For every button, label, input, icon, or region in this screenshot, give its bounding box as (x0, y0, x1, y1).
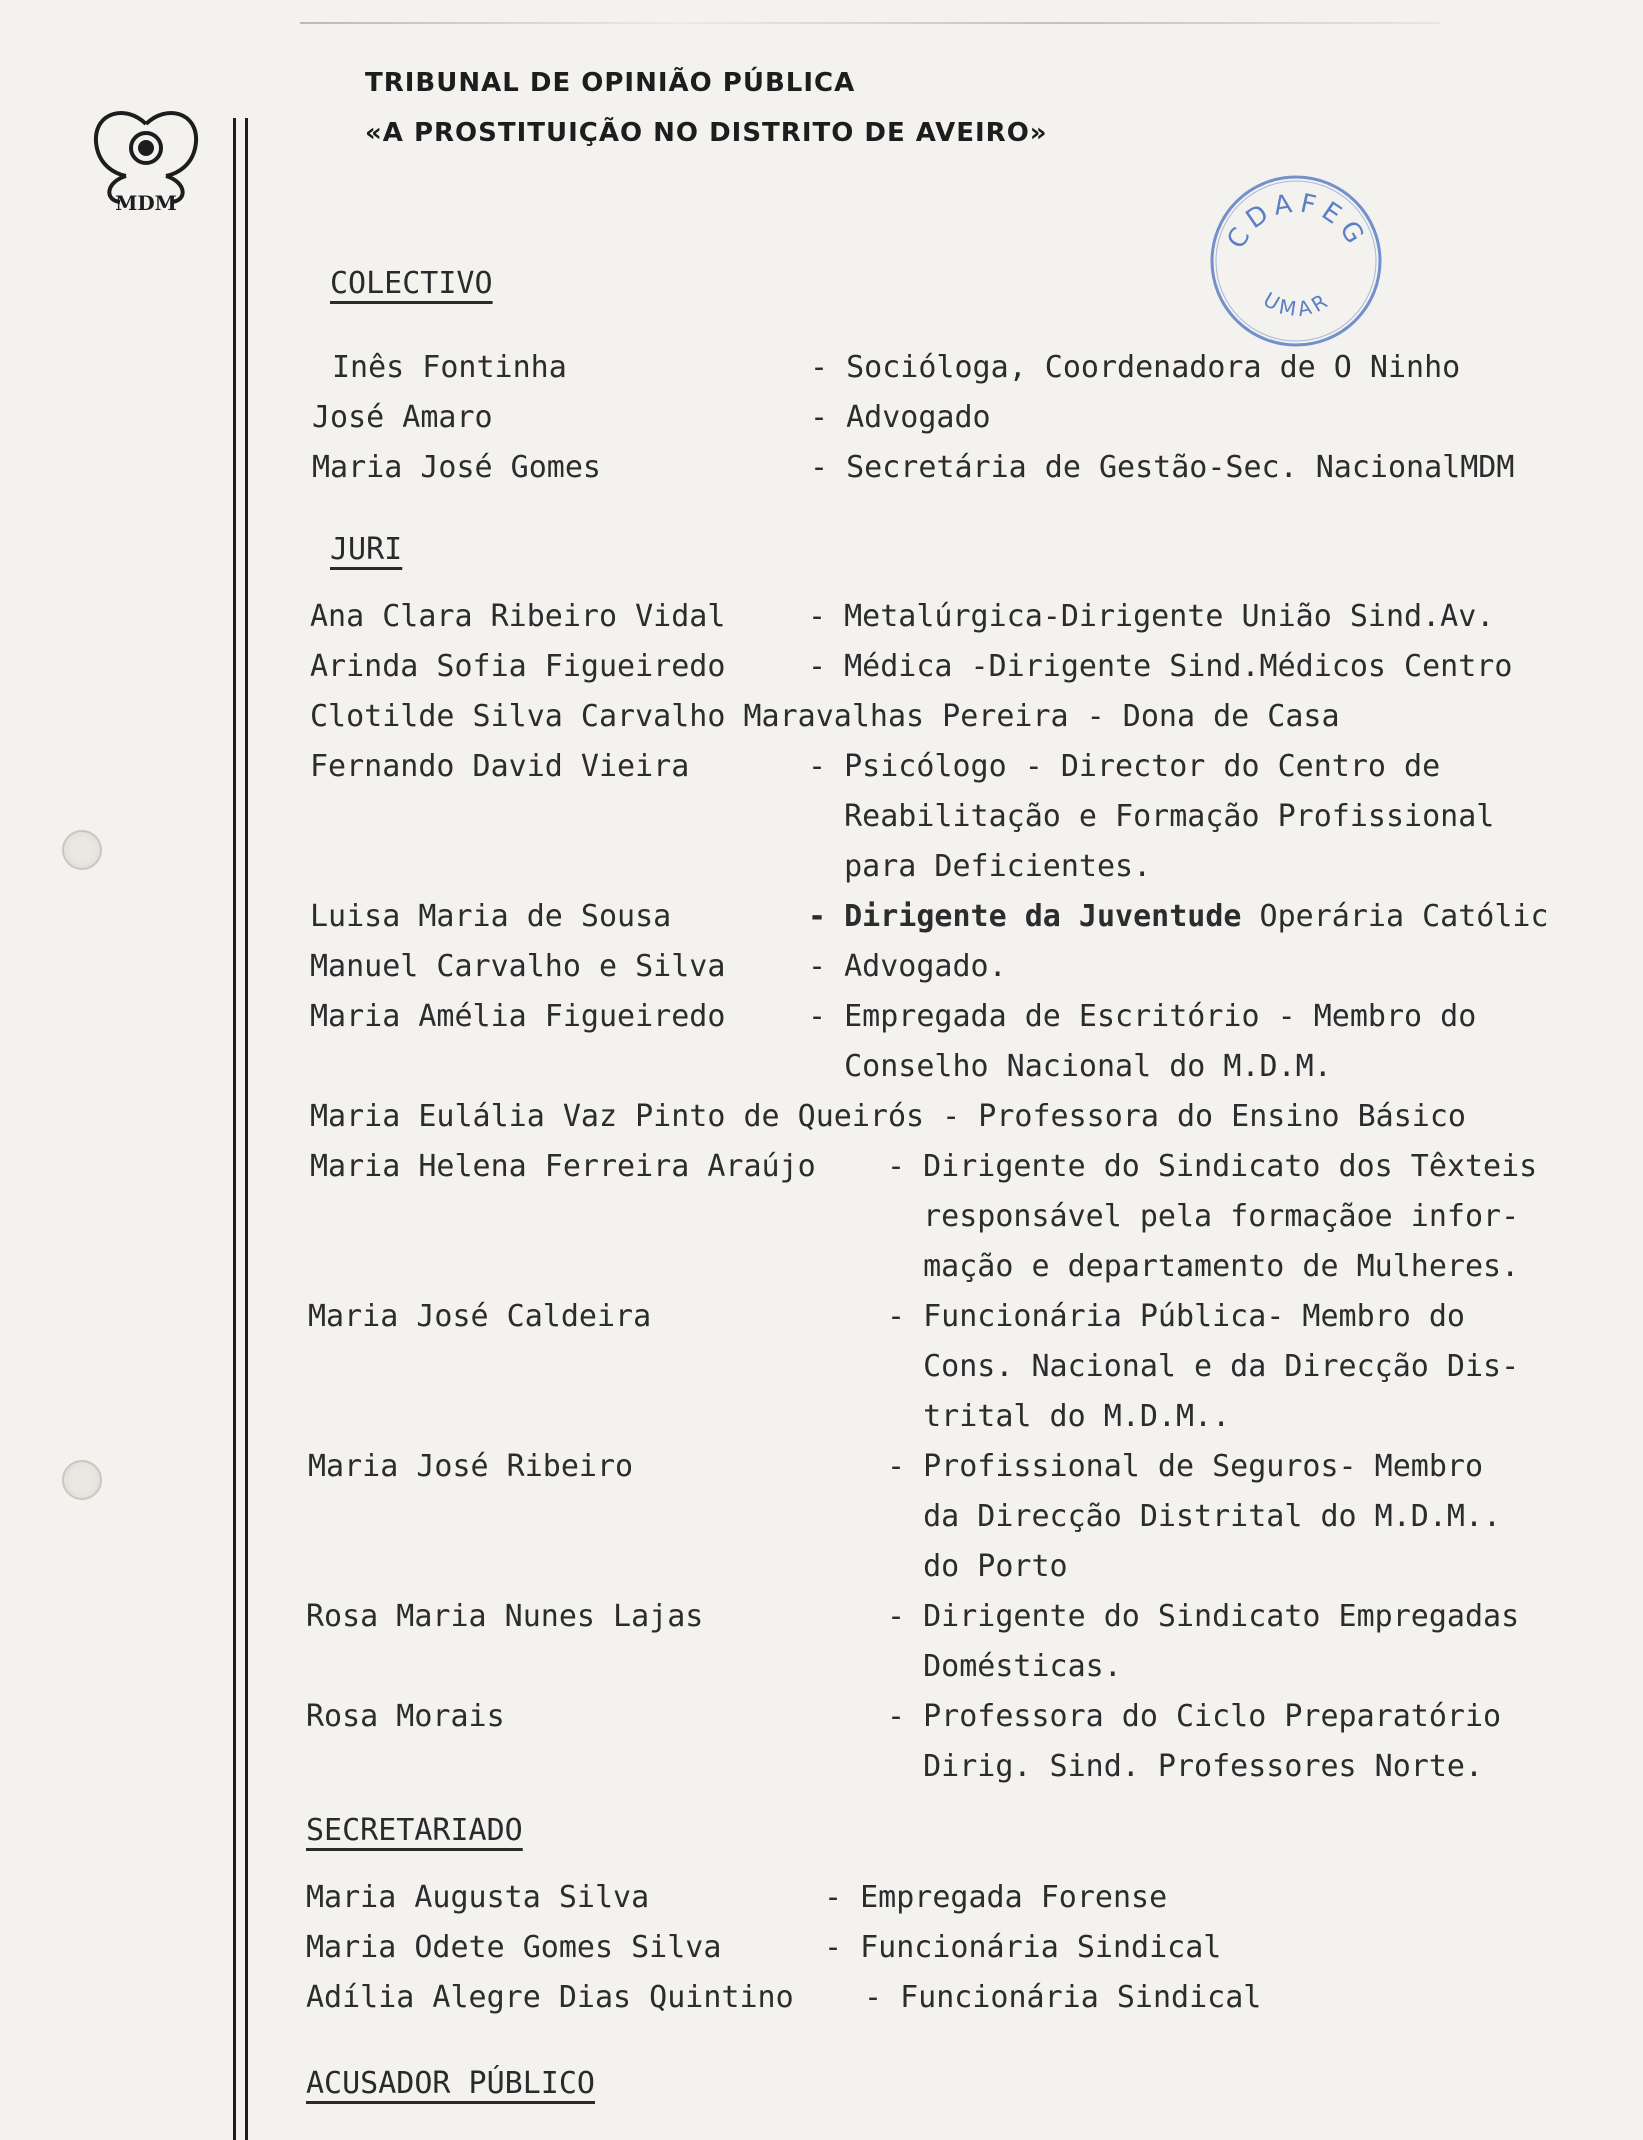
section-title-secretariado: SECRETARIADO (306, 1813, 523, 1848)
member-role: - Funcionária Sindical (824, 1930, 1222, 1965)
stamp-top-text: CDAFEG (1221, 188, 1373, 254)
punch-hole (62, 1460, 102, 1500)
member-role: - Metalúrgica-Dirigente União Sind.Av. (808, 599, 1495, 634)
member-role: - Advogado (810, 400, 991, 435)
member-role: - Funcionária Sindical (864, 1980, 1262, 2015)
member-name: Luisa Maria de Sousa (310, 899, 672, 934)
section-title-colectivo: COLECTIVO (330, 266, 493, 301)
member-name: José Amaro (312, 400, 493, 435)
organization-stamp (1205, 170, 1387, 352)
member-name: Fernando David Vieira (310, 749, 690, 784)
member-name: Inês Fontinha (332, 350, 567, 385)
member-name: Maria Odete Gomes Silva (306, 1930, 722, 1965)
member-role: - Dirigente do Sindicato Empregadas Domésticas. (887, 1599, 1520, 1684)
member-name: Manuel Carvalho e Silva (310, 949, 726, 984)
member-role: - Profissional de Seguros- Membro da Direcção Distrital do M.D.M.. do Porto (887, 1449, 1502, 1584)
member-role: - Socióloga, Coordenadora de O Ninho (810, 350, 1461, 385)
member-role: - Advogado. (808, 949, 1007, 984)
member-name: Maria José Caldeira (308, 1299, 652, 1334)
svg-text:UMAR (1259, 287, 1334, 321)
member-name: Maria Augusta Silva (306, 1880, 650, 1915)
member-role: - Professora do Ciclo Preparatório Dirig. Sind. Professores Norte. (887, 1699, 1502, 1784)
mdm-logo (86, 104, 206, 214)
document-subtitle: «A PROSTITUIÇÃO NO DISTRITO DE AVEIRO» (365, 118, 1048, 148)
member-name: Clotilde Silva Carvalho Maravalhas Pereira - Dona de Casa (310, 699, 1340, 734)
member-name: Maria José Ribeiro (308, 1449, 634, 1484)
member-role: - Médica -Dirigente Sind.Médicos Centro (808, 649, 1513, 684)
member-role: - Dirigente da Juventude Operária Católic (808, 899, 1549, 934)
section-title-acusador-publico: ACUSADOR PÚBLICO (306, 2066, 595, 2101)
member-role: - Secretária de Gestão-Sec. NacionalMDM (810, 450, 1515, 485)
member-role: - Funcionária Pública- Membro do Cons. Nacional e da Direcção Dis- trital do M.D.M.. (887, 1299, 1520, 1434)
page-top-edge (300, 22, 1440, 24)
logo-text: MDM (115, 191, 177, 214)
member-role: - Empregada Forense (824, 1880, 1168, 1915)
member-name: Maria Amélia Figueiredo (310, 999, 726, 1034)
member-name: Maria Eulália Vaz Pinto de Queirós - Professora do Ensino Básico (310, 1099, 1466, 1134)
margin-rule-left (233, 118, 236, 2140)
member-name: Maria Helena Ferreira Araújo (310, 1149, 816, 1184)
member-name: Rosa Morais (306, 1699, 505, 1734)
member-name: Ana Clara Ribeiro Vidal (310, 599, 726, 634)
margin-rule-right (245, 118, 248, 2140)
document-title: TRIBUNAL DE OPINIÃO PÚBLICA (365, 68, 856, 98)
member-role: - Empregada de Escritório - Membro do Conselho Nacional do M.D.M. (808, 999, 1477, 1084)
member-name: Arinda Sofia Figueiredo (310, 649, 726, 684)
member-role: - Psicólogo - Director do Centro de Reabilitação e Formação Profissional para Deficientes. (808, 749, 1495, 884)
punch-hole (62, 830, 102, 870)
member-name: Maria José Gomes (312, 450, 601, 485)
member-name: Adília Alegre Dias Quintino (306, 1980, 794, 2015)
section-title-juri: JURI (330, 532, 403, 567)
stamp-bottom-text: UMAR (1259, 287, 1335, 322)
member-name: Rosa Maria Nunes Lajas (306, 1599, 704, 1634)
member-role: - Dirigente do Sindicato dos Têxteis responsável pela formaçãoe infor- mação e departamento de Mulheres. (887, 1149, 1538, 1284)
